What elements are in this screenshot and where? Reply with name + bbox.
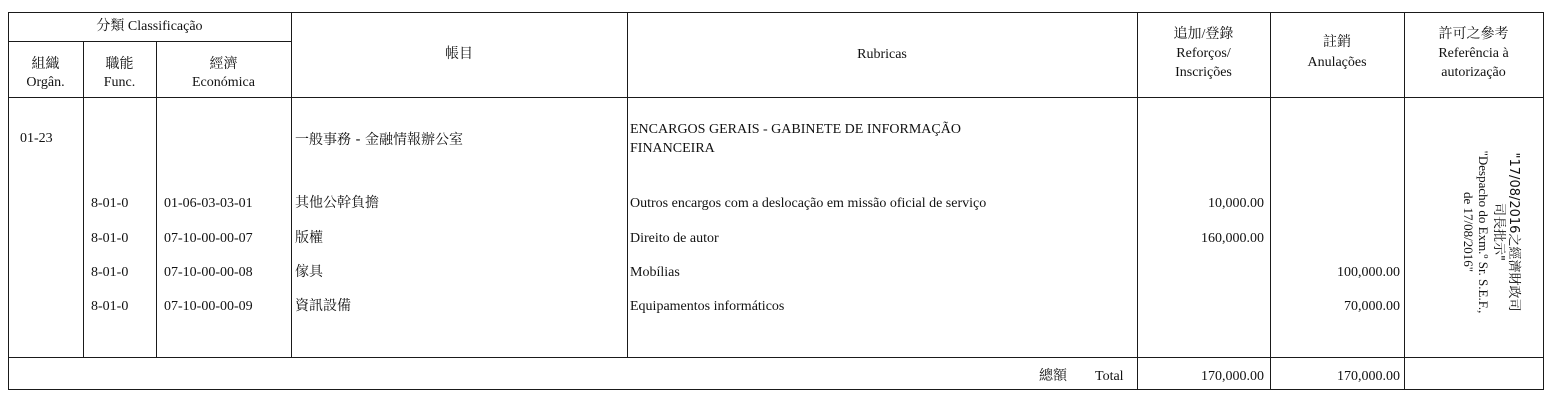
row-zh: 資訊設備: [295, 298, 351, 314]
row-func: 8-01-0: [91, 196, 129, 211]
header-zhangmu: 帳目: [445, 47, 473, 62]
header-reforcos-zh: 追加/登錄: [1173, 27, 1234, 42]
authorization-line2: 司長批示": [1491, 203, 1506, 261]
row-func: 8-01-0: [91, 231, 129, 246]
row-pt: Equipamentos informáticos: [630, 299, 785, 314]
row-econ: 07-10-00-00-07: [164, 231, 253, 246]
row-econ: 07-10-00-00-08: [164, 265, 253, 280]
header-econ-pt: Económica: [192, 75, 255, 90]
authorization-reference: [1431, 150, 1551, 314]
row-anulacoes: 70,000.00: [1344, 299, 1400, 314]
header-reforcos-pt1: Reforços/: [1176, 46, 1231, 61]
classification-divider: [8, 41, 291, 42]
row-zh: 其他公幹負擔: [295, 195, 379, 211]
row-econ: 07-10-00-00-09: [164, 299, 253, 314]
section-name-pt-line1: ENCARGOS GERAIS - GABINETE DE INFORMAÇÃO: [630, 122, 961, 137]
header-ref-pt2: autorização: [1441, 65, 1506, 80]
header-organ-zh: 組織: [31, 57, 60, 72]
row-zh: 版權: [295, 230, 323, 246]
total-reforcos: 170,000.00: [1201, 369, 1264, 384]
header-ref-zh: 許可之參考: [1438, 27, 1509, 42]
col-divider-econ: [291, 12, 292, 358]
header-classificacao: 分類 Classificação: [96, 19, 203, 34]
header-reforcos-pt2: Inscrições: [1175, 65, 1232, 80]
total-label-zh: 總額: [1039, 368, 1067, 384]
section-organ-code: 01-23: [20, 131, 53, 146]
row-reforcos: 160,000.00: [1201, 231, 1264, 246]
header-ref-pt1: Referência à: [1438, 46, 1509, 61]
budget-table: [8, 12, 1544, 390]
section-name-zh: 一般事務 - 金融情報辦公室: [295, 132, 463, 148]
header-econ-zh: 經濟: [209, 57, 238, 72]
row-func: 8-01-0: [91, 265, 129, 280]
header-organ-pt: Orgân.: [26, 75, 65, 90]
row-anulacoes: 100,000.00: [1337, 265, 1400, 280]
header-func-pt: Func.: [103, 75, 136, 90]
table-bottom-border: [8, 389, 1544, 390]
total-anulacoes: 170,000.00: [1337, 369, 1400, 384]
row-zh: 傢具: [295, 264, 323, 280]
authorization-line3: "Despacho do Exm.º Sr. S.E.F.,: [1476, 150, 1491, 314]
row-reforcos: 10,000.00: [1208, 196, 1264, 211]
header-anulacoes-zh: 註銷: [1323, 35, 1351, 50]
row-econ: 01-06-03-03-01: [164, 196, 253, 211]
authorization-line1: "17/08/2016之經濟財政司: [1506, 152, 1521, 312]
section-name-pt-line2: FINANCEIRA: [630, 141, 715, 156]
header-bottom-border: [8, 97, 1544, 98]
row-pt: Mobílias: [630, 265, 680, 280]
col-divider-zh: [627, 12, 628, 358]
row-pt: Outros encargos com a deslocação em missão oficial de serviço: [630, 196, 987, 211]
header-rubricas: Rubricas: [857, 47, 907, 62]
header-anulacoes-pt: Anulações: [1307, 55, 1367, 70]
total-label-pt: Total: [1095, 369, 1124, 384]
header-func-zh: 職能: [105, 57, 134, 72]
body-bottom-border: [8, 357, 1544, 358]
row-func: 8-01-0: [91, 299, 129, 314]
table-top-border: [8, 12, 1544, 13]
authorization-line4: de 17/08/2016": [1461, 191, 1476, 273]
row-pt: Direito de autor: [630, 231, 719, 246]
